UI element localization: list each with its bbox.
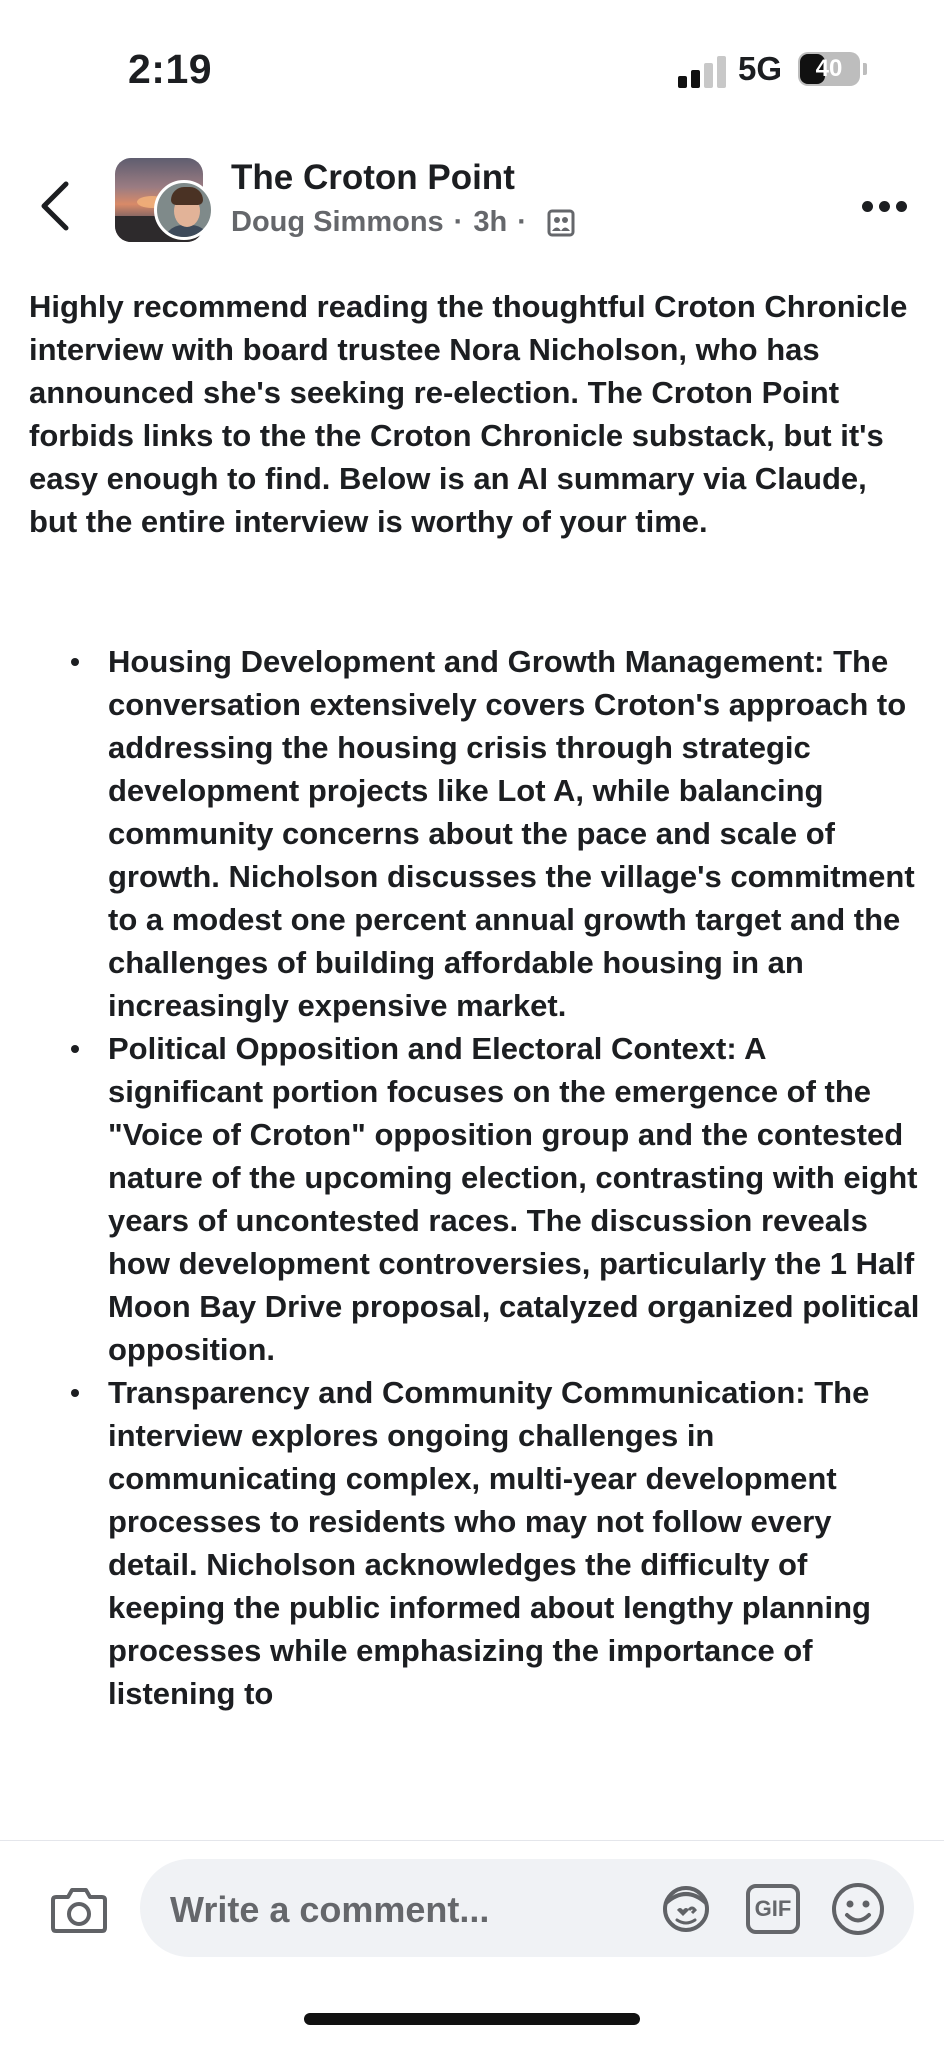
meta-separator: · xyxy=(517,206,527,238)
emoji-button[interactable] xyxy=(830,1881,886,1937)
bullet-icon xyxy=(71,658,79,666)
more-horizontal-icon xyxy=(862,201,873,212)
author-name[interactable]: Doug Simmons xyxy=(231,206,444,238)
back-button[interactable] xyxy=(36,180,76,232)
meta-separator: · xyxy=(453,206,464,238)
battery-level: 40 xyxy=(815,55,843,82)
status-bar xyxy=(0,0,944,140)
list-item xyxy=(66,1027,926,1371)
bullet-icon xyxy=(71,1389,79,1397)
more-options-button[interactable] xyxy=(862,200,908,214)
post-text: Highly recommend reading the thoughtful Croton Chronicle interview with board trustee Nora Nicholson, who has announced she's seeking re-election. The Croton Point forbids links to the the Croton Chronicle substack, but it's easy enough to find. Below is an AI summary via Claude, but the entire interview is worthy of your time. xyxy=(29,289,908,539)
group-name[interactable]: The Croton Point xyxy=(231,158,515,197)
summary-item-text: Transparency and Community Communication: The interview explores ongoing challenges in communicating complex, multi-year development processes to residents who may not follow every detail. Nicholson acknowledges the difficulty of keeping the public informed about lengthy planning processes while emphasizing the importance of listening to xyxy=(108,1375,871,1711)
network-type: 5G xyxy=(738,50,783,87)
comment-input[interactable] xyxy=(140,1859,914,1957)
battery-icon xyxy=(798,52,860,86)
list-item xyxy=(66,640,926,1027)
avatar-sticker-icon xyxy=(658,1883,714,1935)
gif-button[interactable]: GIF xyxy=(746,1884,800,1934)
post-meta xyxy=(231,206,575,239)
home-indicator[interactable] xyxy=(304,2013,640,2025)
battery-cap xyxy=(863,63,867,75)
summary-item-text: Housing Development and Growth Management: The conversation extensively covers Croton's approach to addressing the housing crisis through strategic development projects like Lot A, while balancing community concerns about the pace and scale of growth. Nicholson discusses the village's commitment to a modest one percent annual growth target and the challenges of building affordable housing in an increasingly expensive market. xyxy=(108,644,915,1023)
comment-bar xyxy=(0,1840,944,2046)
comment-placeholder: Write a comment... xyxy=(170,1889,490,1930)
list-item xyxy=(66,1371,926,1715)
bullet-icon xyxy=(71,1045,79,1053)
group-icon xyxy=(547,209,575,237)
emoji-icon xyxy=(830,1881,886,1937)
camera-icon xyxy=(50,1883,108,1935)
camera-button[interactable] xyxy=(50,1883,108,1935)
avatar-sticker-button[interactable] xyxy=(658,1883,714,1935)
signal-strength-icon xyxy=(678,56,728,88)
post-time[interactable]: 3h xyxy=(473,206,508,238)
summary-item-text: Political Opposition and Electoral Context: A significant portion focuses on the emergence of the "Voice of Croton" opposition group and the contested nature of the upcoming election, contrasting with eight years of uncontested races. The discussion reveals how development controversies, particularly the 1 Half Moon Bay Drive proposal, catalyzed organized political opposition. xyxy=(108,1031,920,1367)
author-avatar[interactable] xyxy=(154,180,214,240)
chevron-left-icon xyxy=(36,180,76,232)
status-time: 2:19 xyxy=(128,46,213,92)
summary-list xyxy=(66,640,926,1715)
